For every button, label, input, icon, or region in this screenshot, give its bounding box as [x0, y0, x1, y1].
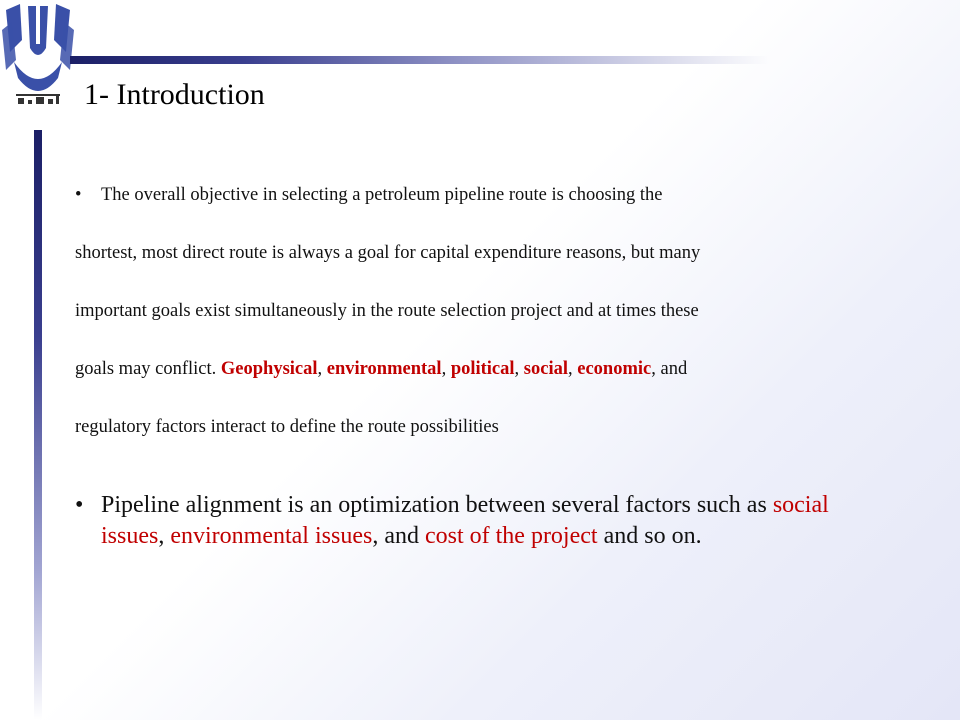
slide-title: 1- Introduction	[84, 78, 265, 111]
side-accent-bar	[34, 130, 42, 720]
paragraph-line: regulatory factors interact to define the route possibilities	[75, 417, 499, 437]
factor-economic: economic	[577, 359, 652, 379]
text-span: goals may conflict.	[75, 359, 221, 379]
text-span: and so on.	[597, 523, 702, 549]
separator: ,	[568, 359, 578, 379]
separator: ,	[158, 523, 171, 549]
text-span: , and	[651, 359, 688, 379]
term-social: social	[772, 492, 829, 518]
bullet-icon: •	[75, 185, 82, 205]
paragraph-line	[75, 490, 925, 521]
paragraph-line	[75, 340, 925, 398]
paragraph-line	[75, 166, 925, 224]
separator: ,	[514, 359, 524, 379]
paragraph-line: shortest, most direct route is always a goal for capital expenditure reasons, but many	[75, 243, 701, 263]
paragraph-line: important goals exist simultaneously in the route selection project and at times these	[75, 301, 699, 321]
factor-social: social	[523, 359, 568, 379]
paragraph-alignment	[75, 490, 925, 552]
title-accent-bar	[70, 56, 770, 64]
paragraph-objective	[75, 166, 925, 456]
term-issues: issues	[101, 523, 159, 549]
separator: ,	[441, 359, 451, 379]
separator: , and	[372, 523, 425, 549]
university-logo-icon	[0, 0, 76, 116]
separator: ,	[317, 359, 327, 379]
factor-geophysical: Geophysical	[220, 359, 318, 379]
bullet-icon: •	[75, 492, 84, 518]
factor-political: political	[450, 359, 515, 379]
term-environmental-issues: environmental issues	[170, 523, 373, 549]
factor-environmental: environmental	[326, 359, 442, 379]
text-span: The overall objective in selecting a petroleum pipeline route is choosing the	[101, 185, 663, 205]
text-span: Pipeline alignment is an optimization between several factors such as	[101, 492, 773, 518]
paragraph-line	[75, 521, 925, 552]
term-cost-of-project: cost of the project	[424, 523, 598, 549]
